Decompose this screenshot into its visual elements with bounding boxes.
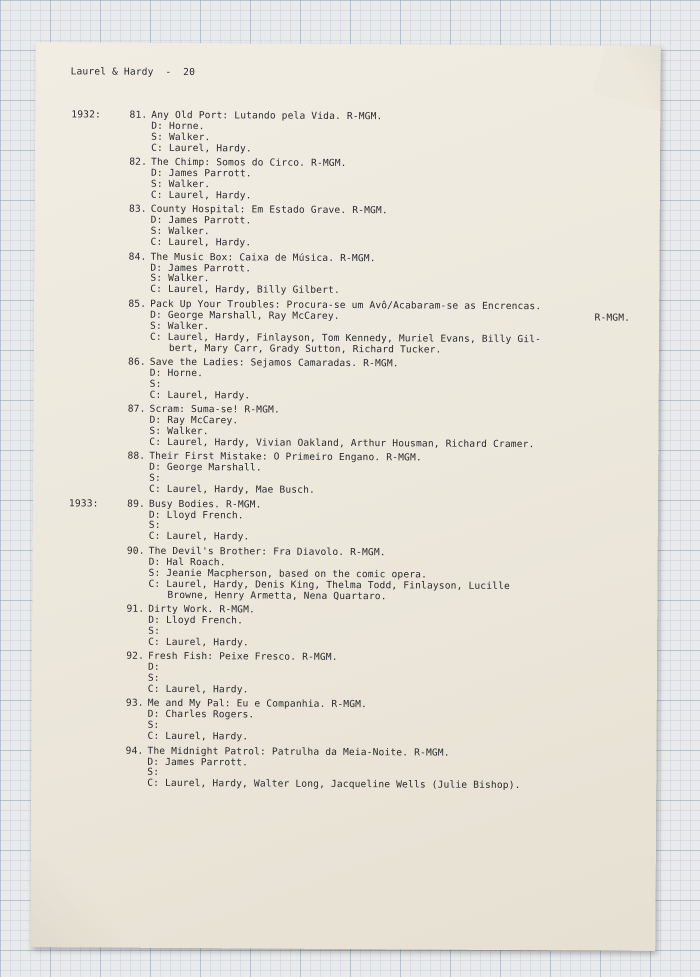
entry-title: The Devil's Brother: Fra Diavolo. R-MGM.: [148, 545, 386, 559]
entry-number: 91.: [126, 603, 145, 615]
entry-title: Save the Ladies: Sejamos Camaradas. R-MGM.: [149, 356, 399, 370]
studio-badge: R-MGM.: [594, 312, 631, 324]
credit-line: D: Lloyd French.: [148, 614, 244, 627]
credit-line: D: Lloyd French.: [148, 509, 244, 521]
entry-title: The Music Box: Caixa de Música. R-MGM.: [150, 251, 376, 264]
credit-line: C: Laurel, Hardy, Vivian Oakland, Arthur Housman, Richard Cramer.: [149, 436, 535, 451]
entry-number: 84.: [128, 251, 147, 263]
credit-line: S:: [149, 473, 161, 485]
film-entry: [69, 452, 649, 499]
credit-line: D: George Marshall.: [149, 462, 262, 474]
entry-number: 86.: [128, 356, 146, 368]
credit-line: C: Laurel, Hardy.: [151, 142, 252, 155]
credit-line: C: Laurel, Hardy.: [148, 531, 250, 543]
credit-continuation: bert, Mary Carr, Grady Sutton, Richard Tucker.: [168, 342, 442, 356]
credit-line: D: Hal Roach.: [148, 556, 226, 569]
film-entry: [69, 405, 649, 452]
entry-title: Me and My Pal: Eu e Companhia. R-MGM.: [147, 698, 368, 711]
credit-line: S:: [147, 720, 160, 732]
entry-number: 93.: [125, 698, 144, 710]
film-entry: [67, 746, 647, 793]
entry-year: 1933:: [68, 497, 99, 510]
credit-line: D: James Parrott.: [147, 756, 249, 768]
filmography-list: [67, 110, 651, 796]
credit-line: D: Horne.: [151, 120, 205, 133]
film-entry: [69, 499, 649, 546]
credit-line: S: Walker.: [151, 131, 211, 143]
credit-line: S: Walker.: [149, 425, 209, 438]
credit-line: C: Laurel, Hardy.: [149, 389, 251, 402]
credit-continuation: Browne, Henry Armetta, Nena Quartaro.: [167, 589, 387, 602]
entry-title: Pack Up Your Troubles: Procura-se um Avô/Acabaram-se as Encrencas.: [150, 298, 542, 313]
film-entry: [70, 299, 650, 357]
credit-line: D: James Parrott.: [150, 215, 252, 227]
entry-number: 85.: [128, 298, 147, 310]
credit-line: C: Laurel, Hardy, Finlayson, Tom Kennedy, Muriel Evans, Billy Gil-: [149, 331, 542, 345]
film-entry: [68, 546, 648, 604]
credit-line: S: Walker.: [150, 320, 210, 332]
entry-number: 94.: [125, 745, 144, 757]
credit-line: D: Horne.: [149, 367, 204, 380]
film-entry: [67, 699, 647, 746]
film-entry: [71, 158, 651, 205]
entry-number: 87.: [127, 403, 146, 415]
credit-line: S:: [149, 378, 162, 390]
entry-title: The Chimp: Somos do Circo. R-MGM.: [151, 157, 347, 170]
entry-number: 90.: [126, 545, 145, 557]
credit-line: D: George Marshall, Ray McCarey.: [150, 309, 340, 322]
film-entry: [71, 110, 651, 157]
credit-line: D: James Parrott.: [150, 167, 252, 180]
credit-line: S:: [148, 520, 161, 532]
credit-line: S: Walker.: [150, 226, 210, 238]
film-entry: [70, 252, 650, 299]
film-entry: [68, 652, 648, 699]
film-entry: [71, 205, 651, 252]
credit-line: C: Laurel, Hardy.: [150, 189, 252, 202]
credit-line: D: James Parrott.: [150, 262, 252, 274]
credit-line: S:: [147, 672, 160, 684]
entry-number: 81.: [129, 109, 148, 121]
film-entry: [68, 604, 648, 651]
paper-shade: [30, 857, 121, 951]
typed-text: [36, 42, 661, 792]
entry-title: The Midnight Patrol: Patrulha da Meia-Noite. R-MGM.: [147, 745, 450, 759]
entry-year: 1932:: [71, 109, 102, 121]
credit-line: C: Laurel, Hardy, Walter Long, Jacqueline Wells (Julie Bishop).: [147, 778, 521, 792]
entry-title: County Hospital: Em Estado Grave. R-MGM.: [150, 204, 388, 217]
entry-title: Busy Bodies. R-MGM.: [148, 498, 262, 511]
credit-line: C: Laurel, Hardy, Mae Busch.: [149, 483, 316, 496]
entry-title: Dirty Work. R-MGM.: [148, 603, 256, 616]
typed-document-page: [30, 42, 661, 951]
credit-line: D: Ray McCarey.: [149, 414, 239, 427]
entry-number: 88.: [127, 451, 146, 463]
credit-line: S: Walker.: [150, 178, 211, 191]
credit-line: S:: [148, 625, 161, 637]
entry-title: Any Old Port: Lutando pela Vida. R-MGM.: [151, 109, 383, 123]
credit-line: S: Walker.: [150, 273, 210, 285]
credit-line: C: Laurel, Hardy.: [147, 730, 249, 743]
credit-line: S: Jeanie Macpherson, based on the comic opera.: [148, 567, 428, 581]
paper-fold: [593, 42, 661, 112]
credit-line: D: Charles Rogers.: [147, 709, 255, 721]
entry-number: 82.: [129, 156, 148, 169]
credit-line: C: Laurel, Hardy, Billy Gilbert.: [150, 284, 340, 297]
entry-number: 92.: [126, 650, 145, 662]
entry-title: Their First Mistake: O Primeiro Engano. R-MGM.: [149, 451, 422, 464]
credit-line: D:: [147, 661, 160, 673]
entry-number: 89.: [127, 498, 145, 510]
entry-number: 83.: [128, 204, 147, 216]
film-entry: [70, 357, 650, 404]
credit-line: S:: [147, 767, 160, 779]
page-header: Laurel & Hardy - 20: [70, 66, 196, 79]
credit-line: C: Laurel, Hardy, Denis King, Thelma Todd, Finlayson, Lucille: [148, 578, 510, 592]
credit-line: C: Laurel, Hardy.: [148, 636, 249, 649]
credit-line: C: Laurel, Hardy.: [150, 236, 252, 249]
entry-title: Scram: Suma-se! R-MGM.: [149, 404, 280, 416]
credit-line: C: Laurel, Hardy.: [147, 683, 249, 696]
entry-title: Fresh Fish: Peixe Fresco. R-MGM.: [147, 651, 338, 664]
